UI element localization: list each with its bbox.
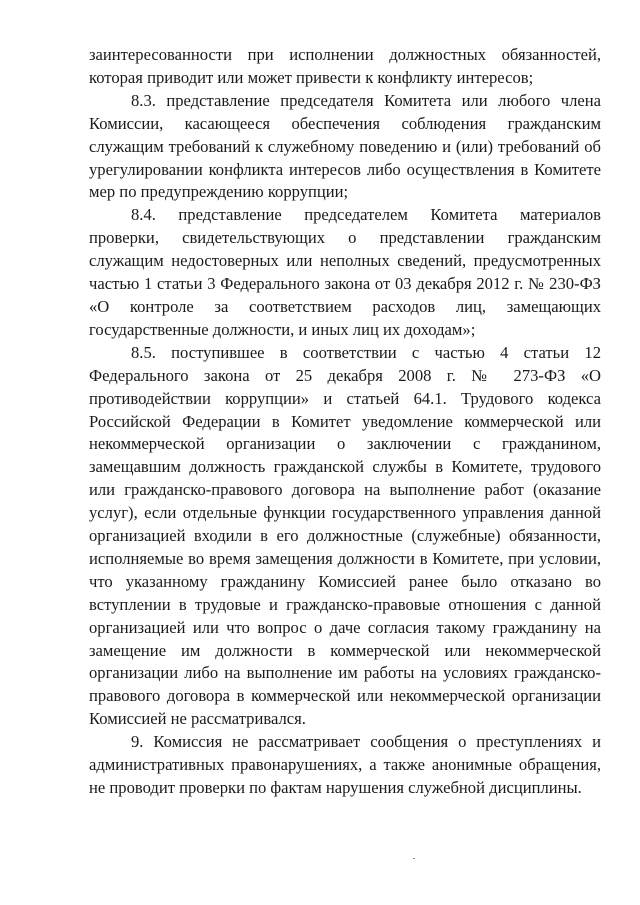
document-body bbox=[89, 44, 601, 800]
paragraph-9: 9. Комиссия не рассматривает сообщения о преступлениях и административных правонарушениях, а также анонимные обращения, не проводит проверки по фактам нарушения служебной дисциплины. bbox=[89, 732, 601, 797]
paragraph-continuation: заинтересованности при исполнении должностных обязанностей, которая приводит или может привести к конфликту интересов; bbox=[89, 45, 601, 87]
paragraph-8-3: 8.3. представление председателя Комитета или любого члена Комиссии, касающееся обеспечения соблюдения гражданским служащим требований к служебному поведению и (или) требований об урегулировании конфликта интересов либо осуществления в Комитете мер по предупреждению коррупции; bbox=[89, 90, 601, 202]
paragraph-8-4: 8.4. представление председателем Комитета материалов проверки, свидетельствующих о представлении гражданским служащим недостоверных или неполных сведений, предусмотренных частью 1 статьи 3 Федерального закона от 03 декабря 2012 г. № 230-ФЗ «О контроле за соответствием расходов лиц, замещающих государственные должности, и иных лиц их доходам»; bbox=[89, 205, 601, 339]
scan-speck bbox=[413, 858, 415, 859]
paragraph-8-5: 8.5. поступившее в соответствии с частью 4 статьи 12 Федерального закона от 25 декабря 2008 г. № 273-ФЗ «О противодействии коррупции» и статьей 64.1. Трудового кодекса Российской Федерации в Комитет уведомление коммерческой или некоммерческой организации о заключении с гражданином, замещавшим должность гражданской службы в Комитете, трудового или гражданско-правового договора на выполнение работ (оказание услуг), если отдельные функции государственного управления данной организацией входили в его должностные (служебные) обязанности, исполняемые во время замещения должности в Комитете, при условии, что указанному гражданину Комиссией ранее было отказано во вступлении в трудовые и гражданско-правовые отношения с данной организацией или что вопрос о даче согласия такому гражданину на замещение им должности в коммерческой или некоммерческой организации либо на выполнение им работы на условиях гражданско-правового договора в коммерческой или некоммерческой организации Комиссией не рассматривался. bbox=[89, 342, 601, 729]
